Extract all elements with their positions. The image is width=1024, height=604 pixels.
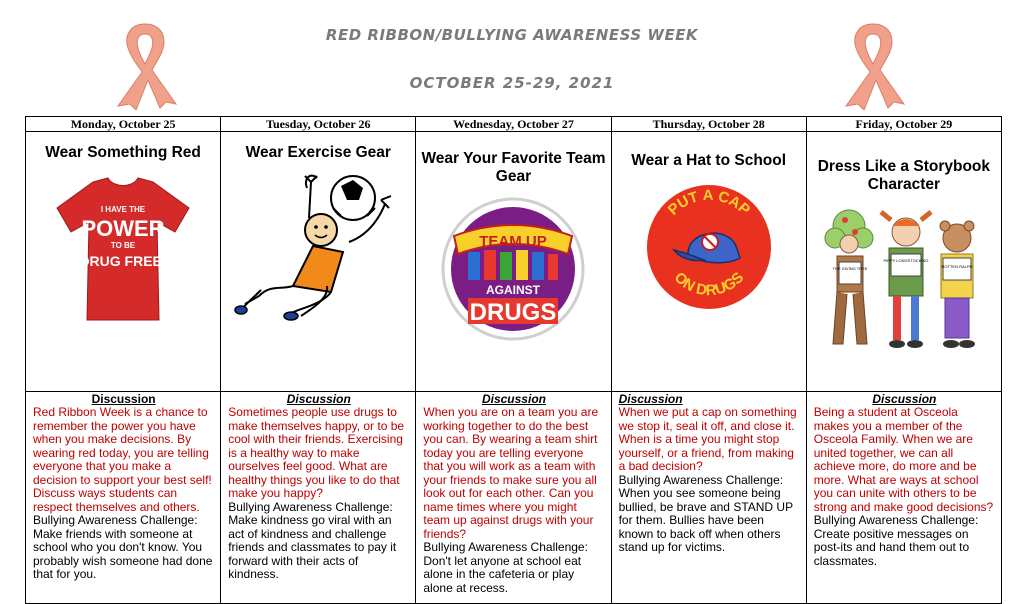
tshirt-line2: POWER <box>81 216 165 241</box>
page-title: RED RIBBON/BULLYING AWARENESS WEEK <box>325 26 699 44</box>
tshirt-line4: DRUG FREE! <box>79 253 167 269</box>
discussion-heading: Discussion <box>286 392 351 406</box>
day-theme: Wear Your Favorite Team Gear <box>421 150 606 185</box>
discussion-text: Sometimes people use drugs to make themselves happy, or to be cool with their friends. Exercising is a healthy way to make ourselves feel good. What are healthy things you like to do that make you happy? <box>228 405 405 500</box>
theme-cell <box>221 132 416 392</box>
day-theme: Wear a Hat to School <box>631 152 787 169</box>
theme-cell <box>26 132 221 392</box>
discussion-text: Being a student at Osceola makes you a member of the Osceola Family. When we are united together, we can all achieve more, do more and be more. What are ways at school you can unite with others to be strong and make good decisions? <box>813 405 994 514</box>
day-theme: Wear Exercise Gear <box>245 144 391 161</box>
badge-line3: DRUGS <box>470 299 557 326</box>
day-header: Tuesday, October 26 <box>221 117 416 132</box>
challenge-title: Bullying Awareness Challenge: <box>33 513 198 527</box>
discussion-text: When we put a cap on something we stop it, seal it off, and close it. When is a time you might stop yourself, or a friend, from making a bad decision? <box>618 405 797 473</box>
day-theme: Dress Like a Storybook Character <box>817 158 991 193</box>
kid-soccer-icon <box>231 168 406 328</box>
discussion-cell <box>221 392 416 604</box>
challenge-text: Make kindness go viral with an act of kindness and challenge friends and classmates to pay it forward with their acts of kindness. <box>228 513 397 581</box>
discussion-heading: Discussion <box>91 392 156 406</box>
challenge-title: Bullying Awareness Challenge: <box>423 540 588 554</box>
challenge-text: Make friends with someone at school who you don't know. You probably wish someone had done that for you. <box>33 526 213 581</box>
badge-line2: AGAINST <box>486 283 541 297</box>
discussion-cell <box>611 392 806 604</box>
week-calendar-table <box>25 116 1002 604</box>
cap-badge-line1: PUT A CAP <box>664 186 753 219</box>
theme-cell <box>611 132 806 392</box>
book-title-1: THE GIVING TREE <box>832 266 868 271</box>
theme-cell <box>806 132 1001 392</box>
storybook-kids-icon <box>821 204 987 352</box>
page-dates: OCTOBER 25-29, 2021 <box>409 74 615 92</box>
day-header: Monday, October 25 <box>26 117 221 132</box>
discussion-cell <box>806 392 1001 604</box>
discussion-heading: Discussion <box>872 392 937 406</box>
discussion-cell <box>416 392 611 604</box>
book-title-2: PIPPY LONGSTOCKING <box>883 258 929 263</box>
tshirt-line3: TO BE <box>110 241 136 250</box>
tshirt-line1: I HAVE THE <box>100 205 146 214</box>
challenge-text: Create positive messages on post-its and hand them out to classmates. <box>813 526 970 568</box>
challenge-text: When you see someone being bullied, be brave and STAND UP for them. Bullies have been known to back off when others stand up for victims. <box>618 486 793 554</box>
badge-line1: TEAM UP <box>479 233 548 250</box>
book-title-3: ROTTEN RALPH <box>941 264 973 269</box>
red-tshirt-icon <box>53 174 193 324</box>
challenge-text: Don't let anyone at school eat alone in the cafeteria or play alone at recess. <box>423 553 582 595</box>
day-header: Friday, October 29 <box>806 117 1001 132</box>
discussion-text: When you are on a team you are working together to do the best you can. By wearing a team shirt today you are telling everyone that you will work as a team with your friends to make sure you all look out for each other. Can you name times where you might team up against drugs with your friends? <box>423 405 599 541</box>
cap-badge-icon <box>644 184 774 310</box>
challenge-title: Bullying Awareness Challenge: <box>618 472 784 487</box>
day-header: Thursday, October 28 <box>611 117 806 132</box>
day-theme: Wear Something Red <box>45 144 201 161</box>
challenge-title: Bullying Awareness Challenge: <box>228 499 393 514</box>
discussion-heading: Discussion <box>618 392 683 406</box>
discussion-text: Red Ribbon Week is a chance to remember the power you have when you make decisions. By wearing red today, you are telling everyone that you make a decision to support your best self! Discuss ways students can respect themselves and others. <box>33 405 212 514</box>
theme-cell <box>416 132 611 392</box>
challenge-title: Bullying Awareness Challenge: <box>813 513 979 527</box>
team-up-badge-icon <box>438 194 588 344</box>
day-header: Wednesday, October 27 <box>416 117 611 132</box>
cap-badge-line2: ON DRUGS <box>670 268 747 300</box>
discussion-heading: Discussion <box>481 392 546 406</box>
discussion-cell <box>26 392 221 604</box>
